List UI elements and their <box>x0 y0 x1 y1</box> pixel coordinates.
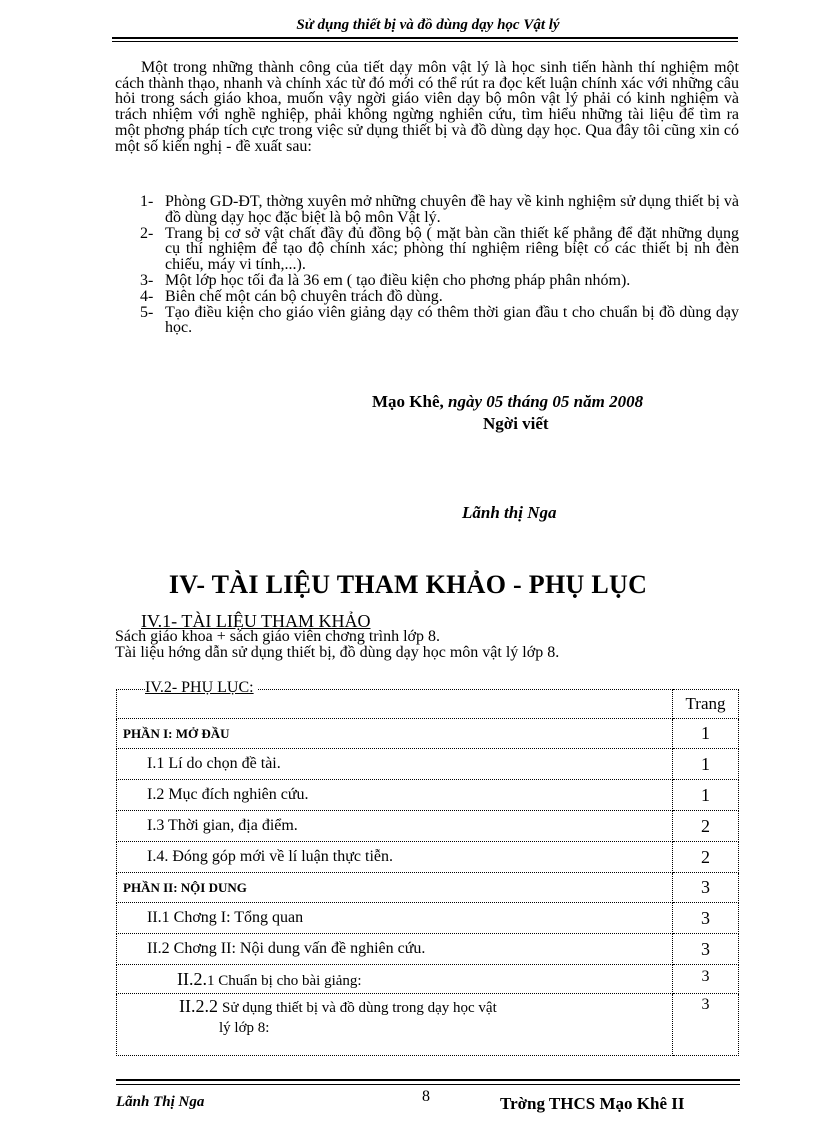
toc-item-text: Sử dụng thiết bị và đồ dùng trong dạy học vật <box>222 1000 497 1016</box>
appendix-table <box>116 689 739 1056</box>
toc-item-text: 1 Chuẩn bị cho bài giảng: <box>207 973 362 989</box>
toc-item <box>117 965 673 994</box>
table-row <box>117 873 739 903</box>
toc-page: 2 <box>673 811 739 842</box>
footer-rule <box>116 1079 740 1081</box>
toc-item: PHẦN I: MỞ ĐẦU <box>117 719 673 749</box>
recommendation-item <box>140 273 739 289</box>
recommendation-item <box>140 305 739 337</box>
date: ngày 05 tháng 05 năm 2008 <box>448 392 644 411</box>
references-heading: IV.1- TÀI LIỆU THAM KHẢO <box>141 611 371 631</box>
toc-page: 1 <box>673 749 739 780</box>
signature: Lãnh thị Nga <box>462 503 557 522</box>
references-section <box>115 613 745 661</box>
toc-page: 3 <box>673 965 739 994</box>
recommendation-number: 1- <box>140 193 154 210</box>
recommendation-number: 5- <box>140 303 154 321</box>
writer-label: Ngời viết <box>483 414 549 433</box>
reference-item: Sách giáo khoa + sách giáo viên chơng trình lớp 8. <box>115 628 440 645</box>
toc-page: 1 <box>673 719 739 749</box>
place: Mạo Khê, <box>372 392 444 411</box>
toc-item <box>117 994 673 1056</box>
header-title: Sử dụng thiết bị và đồ dùng dạy học Vật lý <box>296 17 560 33</box>
toc-page: 3 <box>673 903 739 934</box>
appendix-heading: IV.2- PHỤ LỤC: <box>145 679 257 697</box>
toc-item: I.3 Thời gian, địa điểm. <box>117 811 673 842</box>
reference-item: Tài liệu hớng dẫn sử dụng thiết bị, đồ dùng dạy học môn vật lý lớp 8. <box>115 644 560 661</box>
recommendation-text: Biên chế một cán bộ chuyên trách đồ dùng. <box>165 287 443 305</box>
recommendation-number: 3- <box>140 271 154 289</box>
recommendation-number: 2- <box>140 224 154 242</box>
recommendation-text: Tạo điều kiện cho giáo viên giảng dạy có thêm thời gian đầu t cho chuẩn bị đồ dùng dạy học. <box>165 303 739 337</box>
toc-item: I.1 Lí do chọn đề tài. <box>117 749 673 780</box>
table-row <box>117 719 739 749</box>
recommendation-list <box>140 194 739 336</box>
toc-page: 3 <box>673 873 739 903</box>
toc-item: II.2 Chơng II: Nội dung vấn đề nghiên cứu. <box>117 934 673 965</box>
toc-page: 1 <box>673 780 739 811</box>
intro-paragraph <box>115 60 739 154</box>
recommendation-item <box>140 194 739 226</box>
table-row <box>117 994 739 1056</box>
toc-page: 2 <box>673 842 739 873</box>
header-rule <box>112 37 738 39</box>
toc-section-number: II.2. <box>177 969 207 989</box>
toc-item: I.4. Đóng góp mới về lí luận thực tiễn. <box>117 842 673 873</box>
table-row <box>117 934 739 965</box>
place-date-line <box>372 392 643 412</box>
recommendation-item <box>140 226 739 273</box>
table-row <box>117 749 739 780</box>
toc-item: PHẦN II: NỘI DUNG <box>117 873 673 903</box>
table-row <box>117 903 739 934</box>
header-rule-thin <box>112 41 738 42</box>
recommendation-number: 4- <box>140 287 154 305</box>
recommendation-text: Phòng GD-ĐT, thờng xuyên mở những chuyên đề hay về kinh nghiệm sử dụng thiết bị và đồ dùng dạy học đặc biệt là bộ môn Vật lý. <box>165 193 739 226</box>
toc-item: I.2 Mục đích nghiên cứu. <box>117 780 673 811</box>
footer-author: Lãnh Thị Nga <box>116 1094 205 1110</box>
intro-text: Một trong những thành công của tiết dạy môn vật lý là học sinh tiến hành thí nghiệm một cách thành thạo, nhanh và chính xác từ đó mới có thể rút ra đọc kết luận chính xác với những câu hỏi trong sách giáo khoa, muốn vậy ngời giáo viên dạy bộ môn vật lý phải có kinh nghiệm và trách nhiệm với nghề nghiệp, phải không ngừng nghiên cứu, tìm hiểu những tài liệu để tìm ra một phơng pháp tích cực trong việc sử dụng thiết bị và đồ dùng dạy học. Qua đây tôi cũng xin có một số kiến nghị - đề xuất sau: <box>115 59 739 155</box>
toc-page: 3 <box>673 934 739 965</box>
page-column-header: Trang <box>673 690 739 719</box>
recommendation-text: Một lớp học tối đa là 36 em ( tạo điều kiện cho phơng pháp phân nhóm). <box>165 271 631 289</box>
toc-item: II.1 Chơng I: Tổng quan <box>117 903 673 934</box>
footer-rule-thin <box>116 1084 740 1085</box>
toc-item-text-continued: lý lớp 8: <box>219 1020 270 1036</box>
toc-page: 3 <box>673 994 739 1056</box>
table-row <box>117 842 739 873</box>
table-row <box>117 811 739 842</box>
page-number: 8 <box>422 1088 430 1105</box>
section-title: IV- TÀI LIỆU THAM KHẢO - PHỤ LỤC <box>168 570 648 599</box>
table-row <box>117 780 739 811</box>
toc-section-number: II.2.2 <box>179 996 218 1016</box>
table-row <box>117 965 739 994</box>
footer-school: Trờng THCS Mạo Khê II <box>500 1094 685 1113</box>
recommendation-item <box>140 289 739 305</box>
recommendation-text: Trang bị cơ sở vật chất đầy đủ đồng bộ ( mặt bàn cần thiết kế phẳng để đặt những dụng cụ thí nghiệm để tạo độ chính xác; phòng thí nghiệm riêng biệt có các thiết bị nh đèn chiếu, máy vi tính,...). <box>165 224 739 274</box>
